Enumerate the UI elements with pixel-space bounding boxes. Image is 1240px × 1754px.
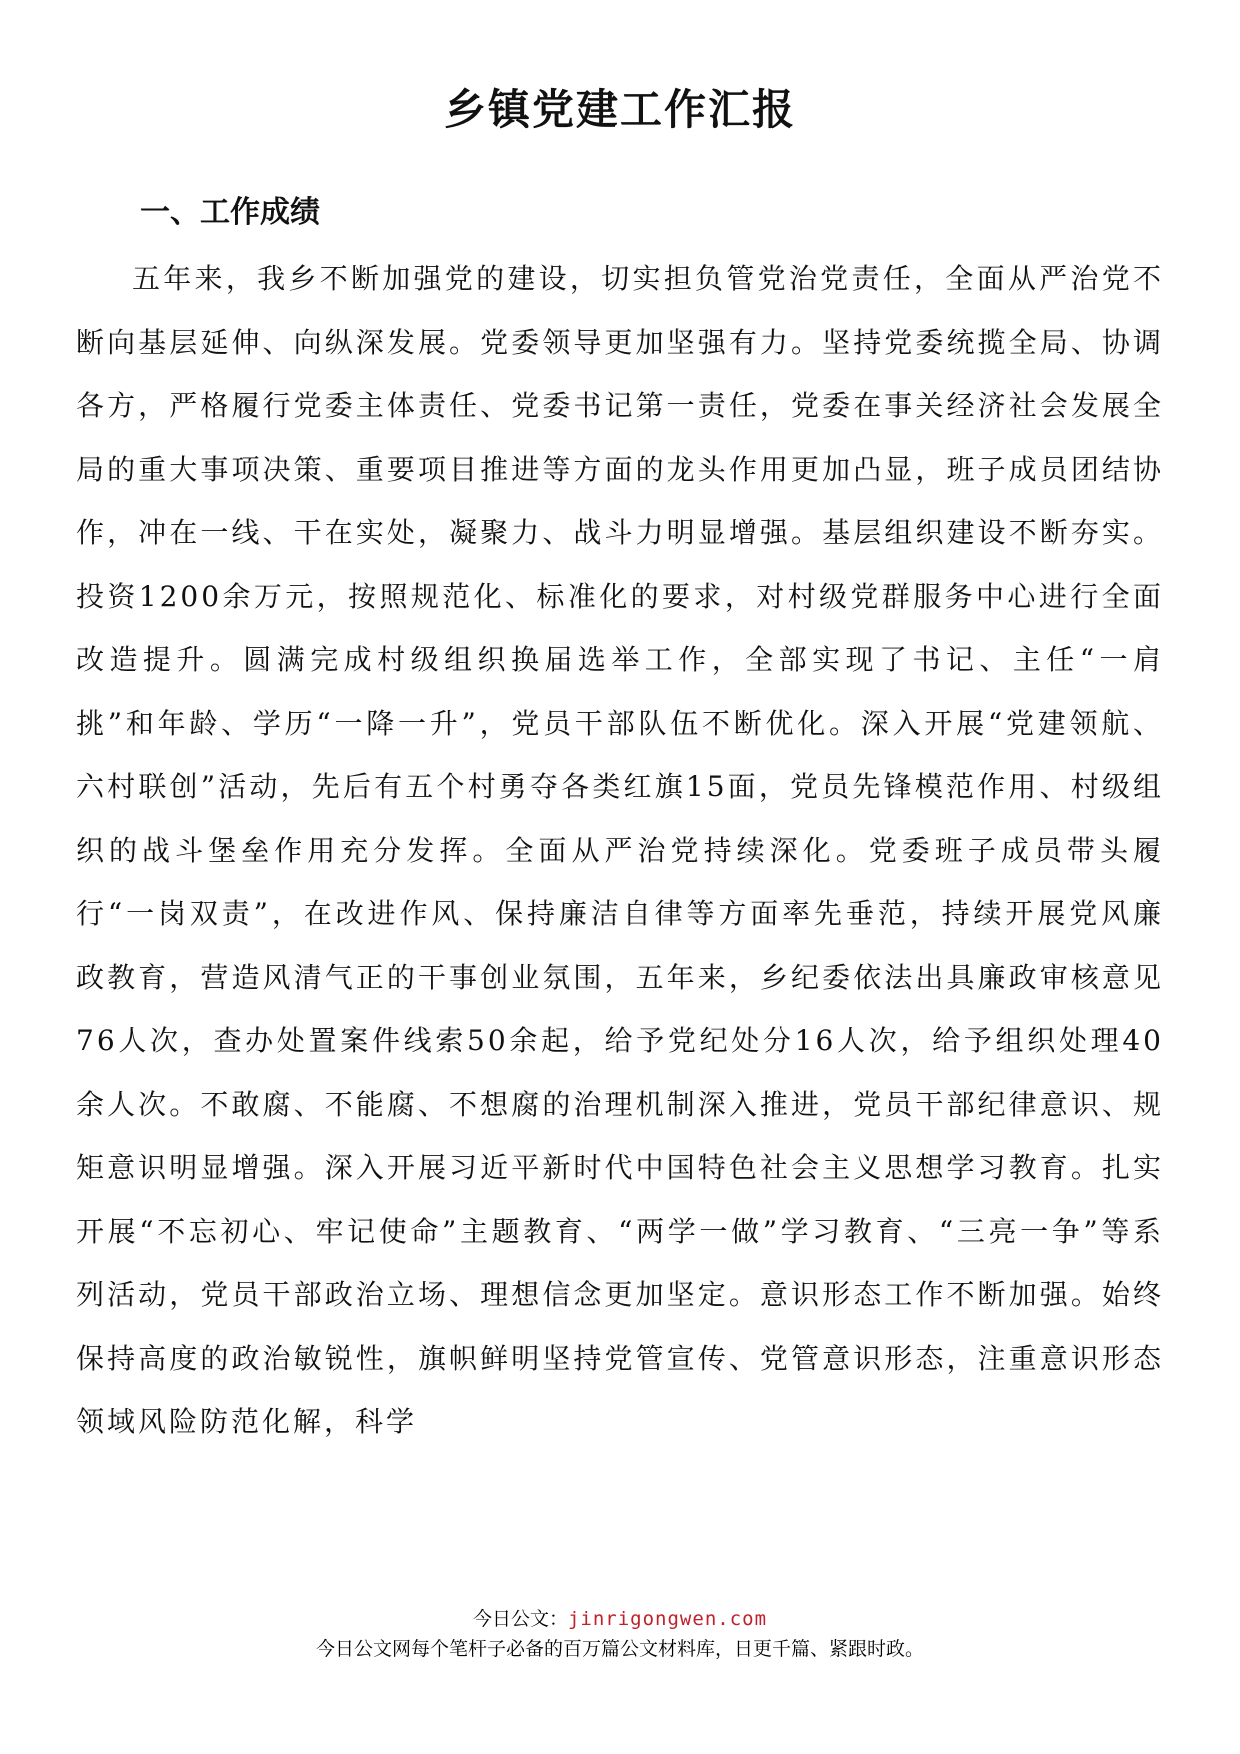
footer [0, 1604, 1240, 1664]
body-paragraph: 五年来，我乡不断加强党的建设，切实担负管党治党责任，全面从严治党不断向基层延伸、向纵深发展。党委领导更加坚强有力。坚持党委统揽全局、协调各方，严格履行党委主体责任、党委书记第一责任，党委在事关经济社会发展全局的重大事项决策、重要项目推进等方面的龙头作用更加凸显，班子成员团结协作，冲在一线、干在实处，凝聚力、战斗力明显增强。基层组织建设不断夯实。投资1200余万元，按照规范化、标准化的要求，对村级党群服务中心进行全面改造提升。圆满完成村级组织换届选举工作，全部实现了书记、主任“一肩挑”和年龄、学历“一降一升”，党员干部队伍不断优化。深入开展“党建领航、六村联创”活动，先后有五个村勇夺各类红旗15面，党员先锋模范作用、村级组织的战斗堡垒作用充分发挥。全面从严治党持续深化。党委班子成员带头履行“一岗双责”，在改进作风、保持廉洁自律等方面率先垂范，持续开展党风廉政教育，营造风清气正的干事创业氛围，五年来，乡纪委依法出具廉政审核意见76人次，查办处置案件线索50余起，给予党纪处分16人次，给予组织处理40余人次。不敢腐、不能腐、不想腐的治理机制深入推进，党员干部纪律意识、规矩意识明显增强。深入开展习近平新时代中国特色社会主义思想学习教育。扎实开展“不忘初心、牢记使命”主题教育、“两学一做”学习教育、“三亮一争”等系列活动，党员干部政治立场、理想信念更加坚定。意识形态工作不断加强。始终保持高度的政治敏锐性，旗帜鲜明坚持党管宣传、党管意识形态，注重意识形态领域风险防范化解，科学 [76, 262, 1164, 1438]
footer-site-link[interactable]: jinrigongwen.com [567, 1608, 768, 1630]
footer-slogan: 今日公文网每个笔杆子必备的百万篇公文材料库，日更千篇、紧跟时政。 [315, 1638, 924, 1660]
footer-site-line [0, 1604, 1240, 1634]
footer-site-label: 今日公文： [472, 1608, 568, 1630]
document-title: 乡镇党建工作汇报 [443, 85, 796, 134]
section-heading: 一、工作成绩 [140, 195, 320, 230]
